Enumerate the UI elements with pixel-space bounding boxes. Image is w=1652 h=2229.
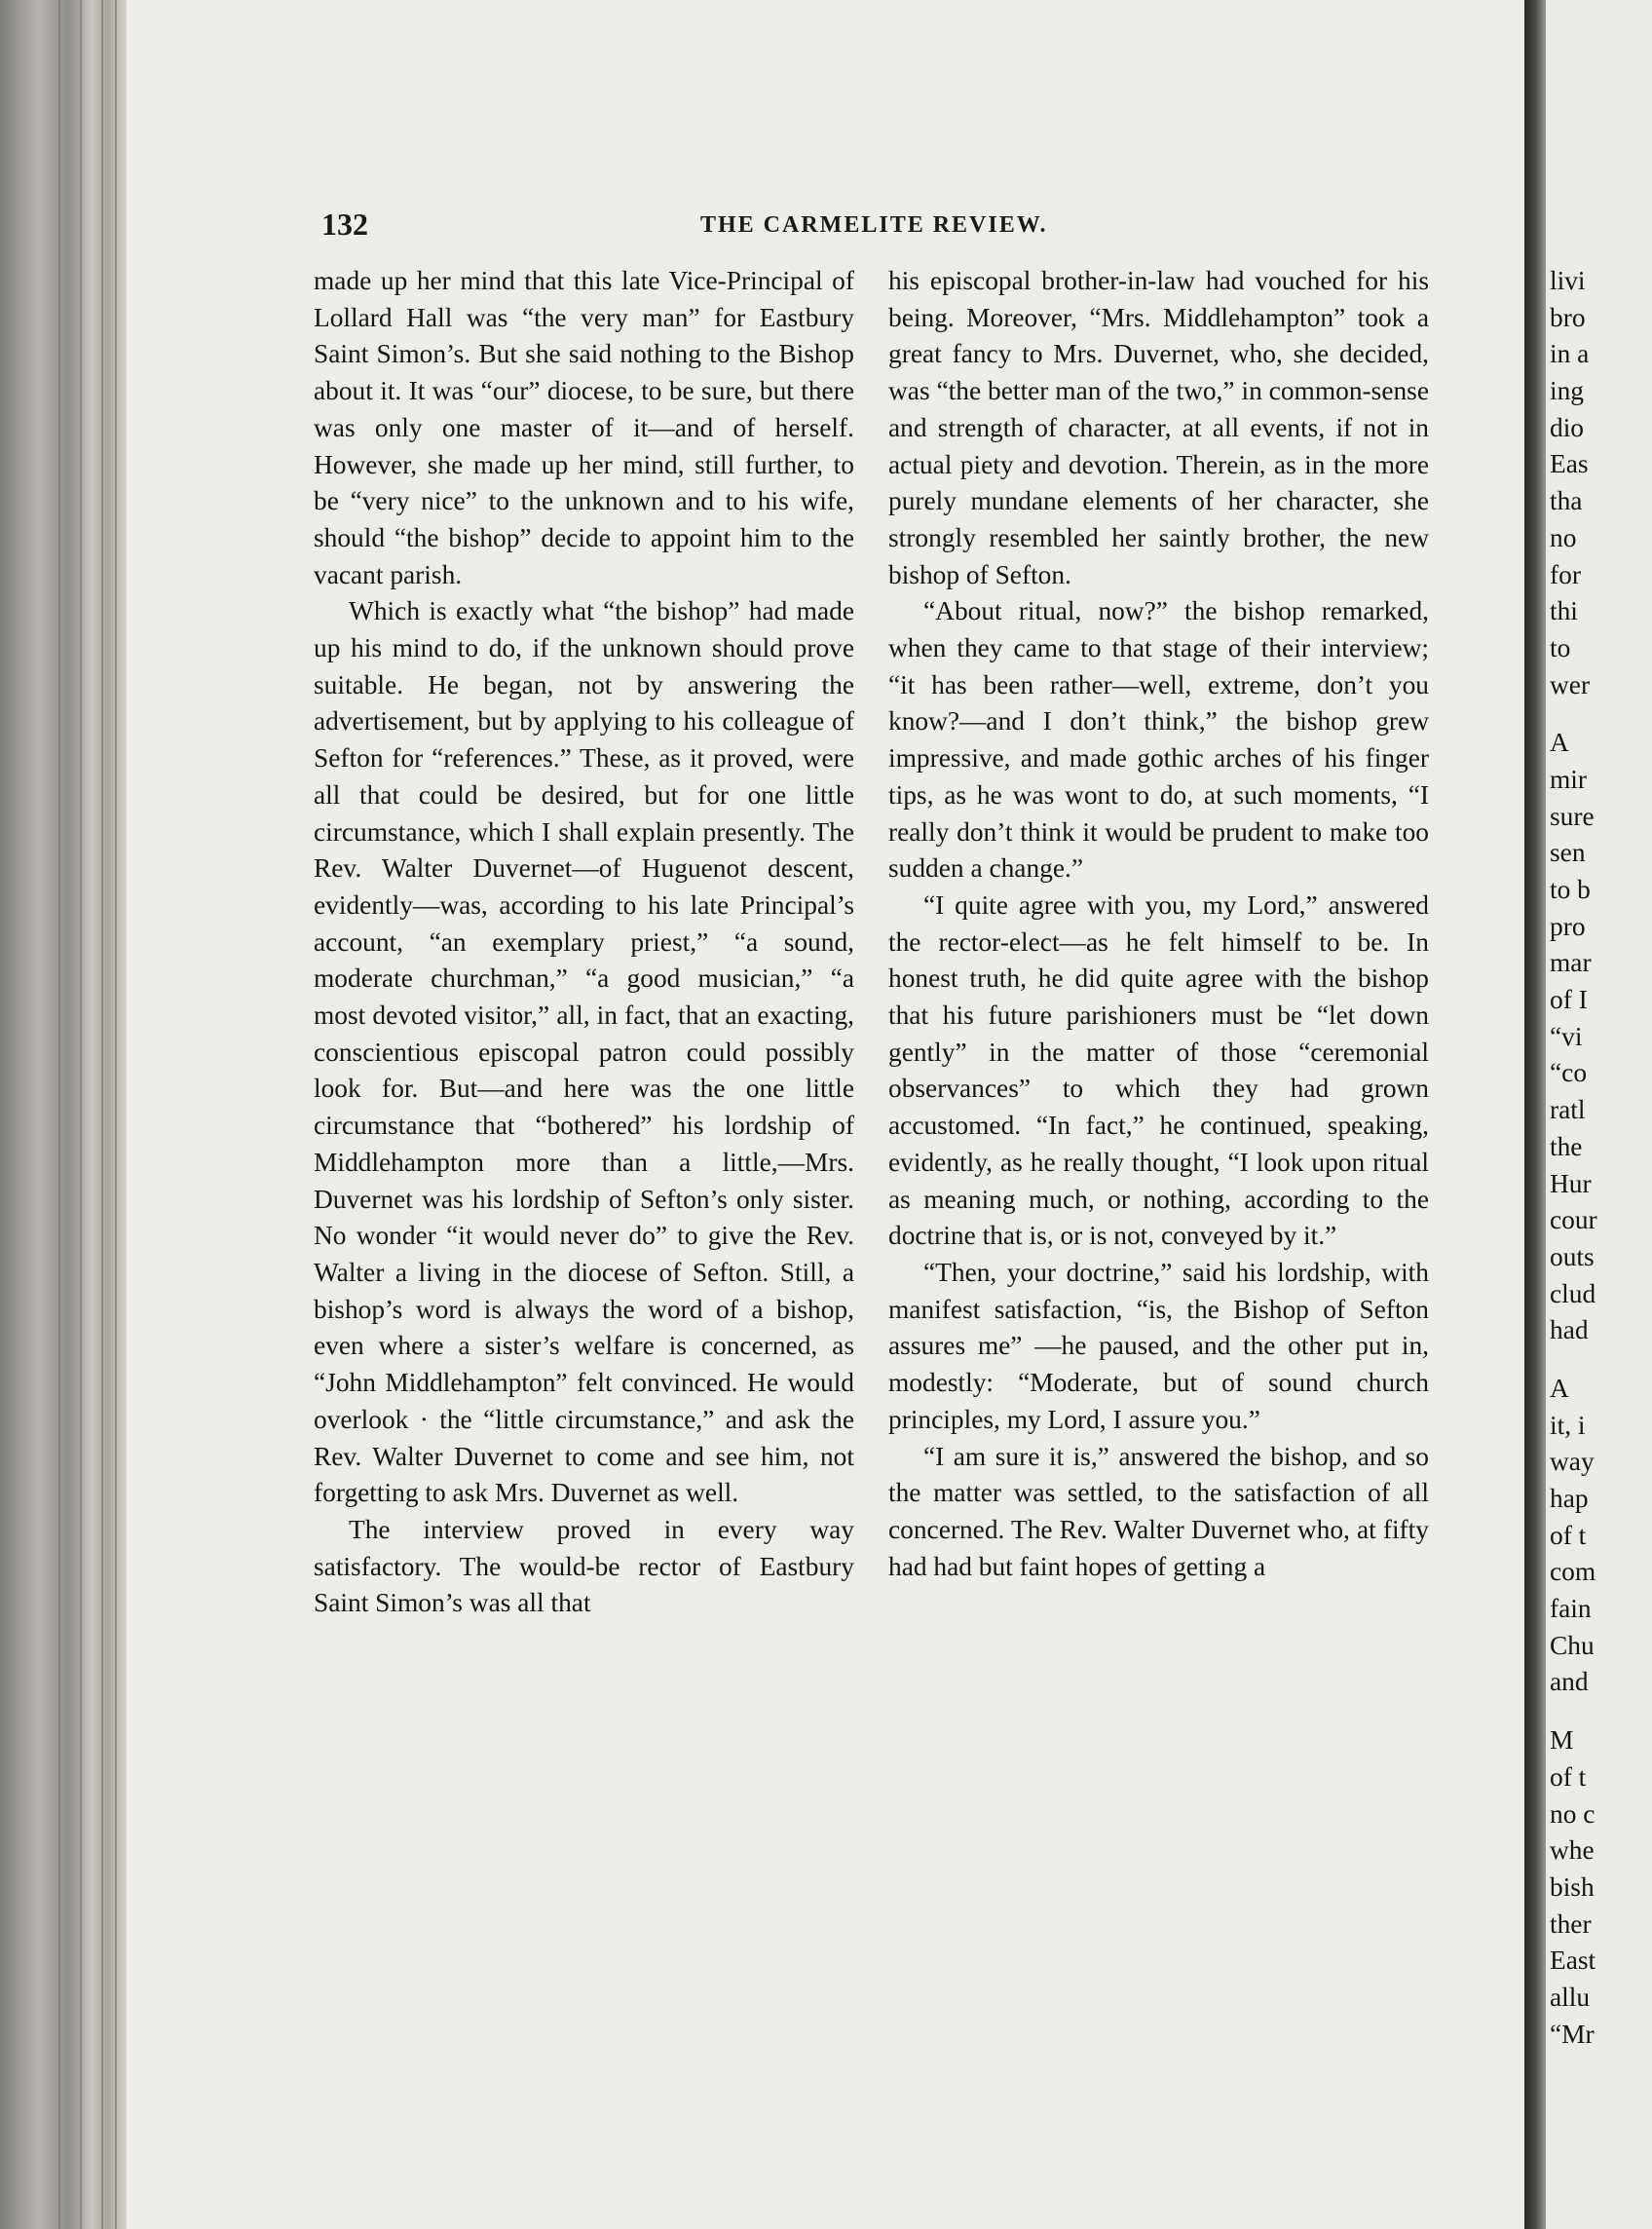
text-fragment: “Mr <box>1550 2019 1595 2049</box>
text-fragment: of t <box>1550 1761 1587 1792</box>
text-fragment: wer <box>1550 669 1591 699</box>
text-fragment: no <box>1550 522 1577 552</box>
paragraph: “About ritual, now?” the bishop remarked, when they came to that stage of their interview; “it has been rather—well, extreme, don’t you know?—and I don’t think,” the bishop grew impressive, and made gothic arches of his finger tips, as he was wont to do, at such moments, “I really don’t think it would be prudent to make too sudden a change.” <box>888 596 1429 884</box>
text-fragment: whe <box>1550 1835 1595 1866</box>
text-fragment: dio <box>1550 412 1585 442</box>
text-fragment: cour <box>1550 1205 1597 1235</box>
text-fragment: “vi <box>1550 1021 1583 1051</box>
text-fragment: clud <box>1550 1278 1596 1308</box>
paragraph: “I am sure it is,” answered the bishop, and so the matter was settled, to the satisfaction of all concerned. The Rev. Walter Duvernet who, at fifty had had but faint hopes of getting a <box>888 1441 1429 1581</box>
text-fragment: allu <box>1550 1982 1591 2012</box>
text-fragment: outs <box>1550 1241 1595 1271</box>
text-fragment: thi <box>1550 596 1578 626</box>
text-fragment: Hur <box>1550 1168 1592 1198</box>
text-fragment: ratl <box>1550 1095 1586 1125</box>
text-fragment: mir <box>1550 764 1588 794</box>
text-fragment: it, i <box>1550 1410 1586 1440</box>
text-fragment: fain <box>1550 1594 1592 1624</box>
text-fragment: to <box>1550 632 1571 662</box>
text-fragment: M <box>1550 1725 1574 1756</box>
text-fragment: to b <box>1550 875 1591 904</box>
text-fragment: of I <box>1550 985 1588 1015</box>
text-fragment: sen <box>1550 838 1586 868</box>
text-fragment: A <box>1550 728 1569 758</box>
text-fragment: mar <box>1550 948 1592 978</box>
text-fragment: Eas <box>1550 449 1589 479</box>
text-fragment: hap <box>1550 1484 1589 1513</box>
paragraph: his episcopal brother-in-law had vouched for his being. Moreover, “Mrs. Middlehampton” took a great fancy to Mrs. Duvernet, who, she decided, was “the better man of the two,” in common-sense and strength of character, at all events, if not in actual piety and devotion. Therein, as in the more purely mundane elements of her character, she strongly resembled her saintly brother, the new bishop of Sefton. <box>888 266 1429 589</box>
text-fragment: A <box>1550 1373 1569 1403</box>
left-text-column <box>314 263 854 1622</box>
running-title: THE CARMELITE REVIEW. <box>700 212 1048 238</box>
text-fragment: Chu <box>1550 1630 1595 1660</box>
page-gutter <box>1524 0 1546 2229</box>
paragraph: “Then, your doctrine,” said his lordship, with manifest satisfaction, “is, the Bishop of Sefton assures me” —he paused, and the other put in, modestly: “Moderate, but of sound church principles, my Lord, I assure you.” <box>888 1257 1429 1434</box>
right-text-column <box>888 263 1429 1585</box>
text-fragment: “co <box>1550 1058 1588 1088</box>
text-fragment: com <box>1550 1557 1596 1587</box>
text-fragment: for <box>1550 559 1581 589</box>
facing-page-text-fragments <box>1550 263 1597 2053</box>
text-fragment: livi <box>1550 266 1586 295</box>
text-fragment: way <box>1550 1447 1595 1477</box>
text-fragment: no c <box>1550 1798 1596 1829</box>
text-fragment: East <box>1550 1946 1596 1976</box>
facing-page <box>1546 0 1652 2229</box>
paragraph: “I quite agree with you, my Lord,” answered the rector-elect—as he felt himself to be. In honest truth, he did quite agree with the bishop that his future parishioners must be “let down gently” in the matter of those “ceremonial observances” to which they had grown accustomed. “In fact,” he continued, speaking, evidently, as he really thought, “I look upon ritual as meaning much, or nothing, according to the doctrine that is, or is not, conveyed by it.” <box>888 889 1429 1251</box>
text-fragment: tha <box>1550 486 1583 516</box>
paragraph: The interview proved in every way satisfactory. The would-be rector of Eastbury Saint Simon’s was all that <box>314 1514 854 1618</box>
text-fragment: sure <box>1550 801 1595 831</box>
text-fragment: pro <box>1550 911 1586 941</box>
text-fragment: in a <box>1550 339 1590 369</box>
text-fragment: bro <box>1550 302 1586 332</box>
paragraph: made up her mind that this late Vice-Principal of Lollard Hall was “the very man” for Eastbury Saint Simon’s. But she said nothing to the Bishop about it. It was “our” diocese, to be sure, but there was only one master of it—and of herself. However, she made up her mind, still further, to be “very nice” to the unknown and to his wife, should “the bishop” decide to appoint him to the vacant parish. <box>314 266 854 589</box>
text-fragment: bish <box>1550 1871 1595 1902</box>
text-fragment: ther <box>1550 1908 1592 1939</box>
text-fragment: of t <box>1550 1520 1587 1550</box>
text-fragment: had <box>1550 1315 1589 1345</box>
paragraph: Which is exactly what “the bishop” had made up his mind to do, if the unknown should prove suitable. He began, not by answering the advertisement, but by applying to his colleague of Sefton for “references.” These, as it proved, were all that could be desired, but for one little circumstance, which I shall explain presently. The Rev. Walter Duvernet—of Huguenot descent, evidently—was, according to his late Principal’s account, “an exemplary priest,” “a sound, moderate churchman,” “a good musician,” “a most devoted visitor,” all, in fact, that an exacting, conscientious episcopal patron could possibly look for. But—and here was the one little circumstance that “bothered” his lordship of Middlehampton more than a little,—Mrs. Duvernet was his lordship of Sefton’s only sister. No wonder “it would never do” to give the Rev. Walter a living in the diocese of Sefton. Still, a bishop’s word is always the word of a bishop, even where a sister’s welfare is concerned, as “John Middlehampton” felt convinced. He would overlook · the “little circumstance,” and ask the Rev. Walter Duvernet to come and see him, not forgetting to ask Mrs. Duvernet as well. <box>314 596 854 1508</box>
text-fragment: the <box>1550 1131 1583 1161</box>
page-number: 132 <box>321 207 368 242</box>
text-fragment: ing <box>1550 376 1585 406</box>
book-spine-edge <box>0 0 127 2229</box>
text-fragment: and <box>1550 1667 1589 1697</box>
